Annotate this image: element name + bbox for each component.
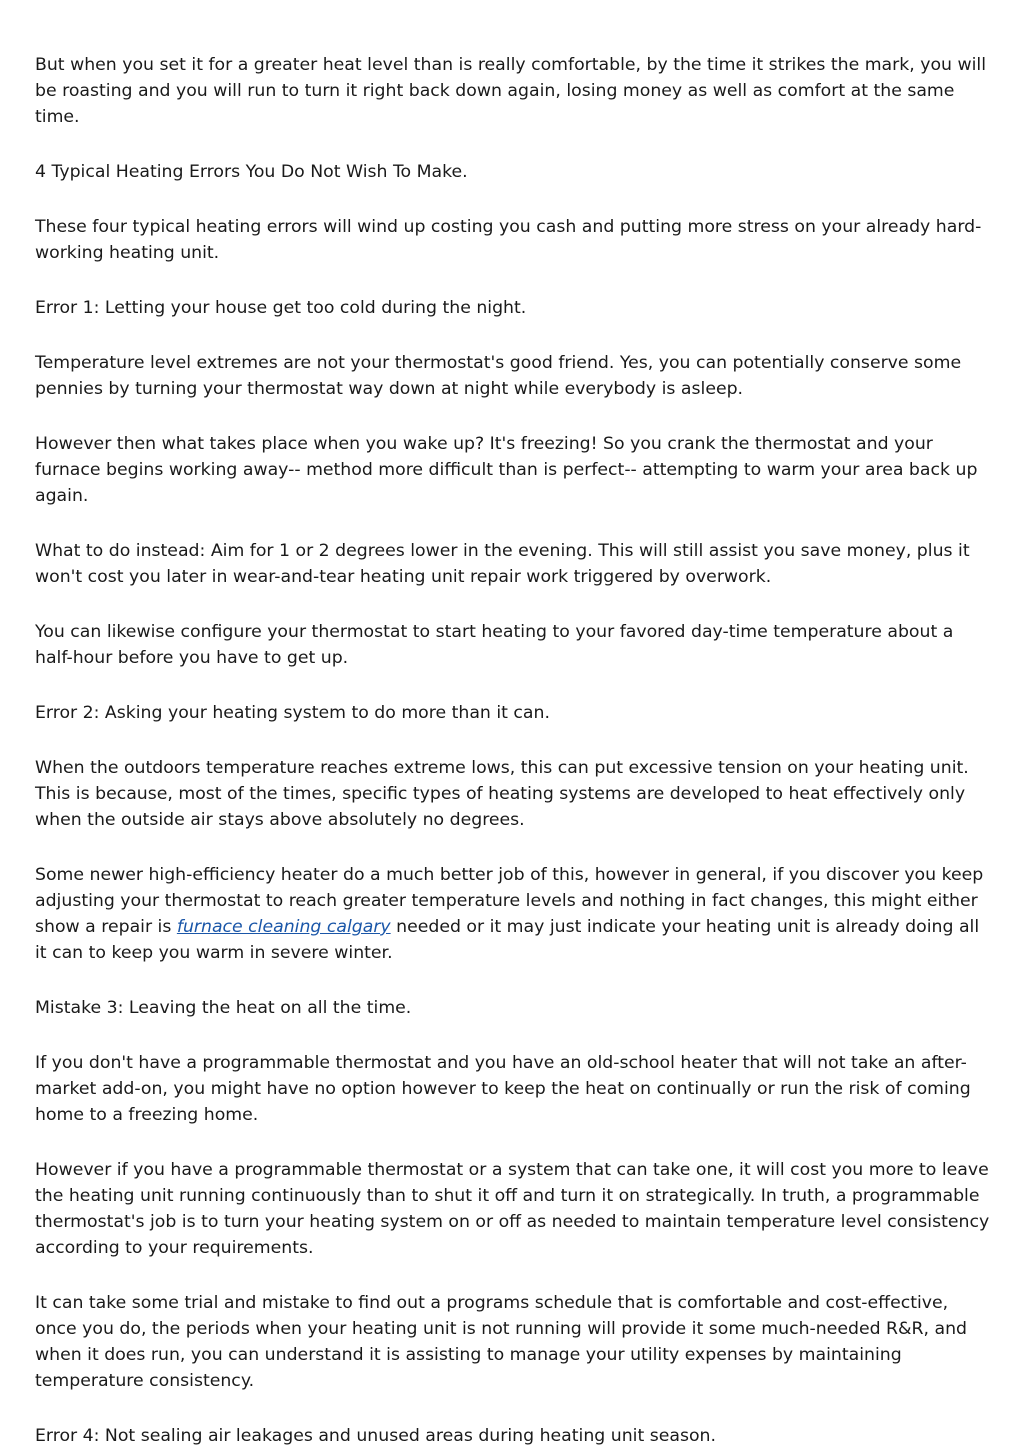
paragraph: Temperature level extremes are not your thermostat's good friend. Yes, you can potentially conserve some pennies by turning your thermostat way down at night while everybody is asleep. [35,353,962,399]
paragraph: These four typical heating errors will wind up costing you cash and putting more stress on your already hard-working heating unit. [35,217,982,263]
section-heading: 4 Typical Heating Errors You Do Not Wish To Make. [35,162,468,182]
paragraph: However then what takes place when you wake up? It's freezing! So you crank the thermostat and your furnace begins working away-- method more difficult than is perfect-- attempting to warm your area back up again. [35,434,978,506]
section-heading: Error 1: Letting your house get too cold during the night. [35,298,527,318]
section-heading: Error 2: Asking your heating system to do more than it can. [35,703,550,723]
paragraph: However if you have a programmable thermostat or a system that can take one, it will cost you more to leave the heating unit running continuously than to shut it off and turn it on strategically. In truth, a programmable thermostat's job is to turn your heating system on or off as needed to maintain temperature level consistency according to your requirements. [35,1160,990,1258]
paragraph-text-after-link: needed or it may just indicate your heating unit is already doing all it can to keep you warm in severe winter. [35,917,980,963]
paragraph: You can likewise configure your thermostat to start heating to your favored day-time temperature about a half-hour before you have to get up. [35,622,954,668]
section-heading: Error 4: Not sealing air leakages and unused areas during heating unit season. [35,1426,716,1446]
paragraph: But when you set it for a greater heat level than is really comfortable, by the time it strikes the mark, you will be roasting and you will run to turn it right back down again, losing money as well as comfort at the same time. [35,55,987,127]
paragraph: It can take some trial and mistake to find out a programs schedule that is comfortable and cost-effective, once you do, the periods when your heating unit is not running will provide it some much-needed R&R, and when it does run, you can understand it is assisting to manage your utility expenses by maintaining temperature consistency. [35,1293,968,1391]
paragraph: If you don't have a programmable thermostat and you have an old-school heater that will not take an after-market add-on, you might have no option however to keep the heat on continually or run the risk of coming home to a freezing home. [35,1053,971,1125]
paragraph-with-link [35,862,990,966]
paragraph: When the outdoors temperature reaches extreme lows, this can put excessive tension on your heating unit. This is because, most of the times, specific types of heating systems are developed to heat effectively only when the outside air stays above absolutely no degrees. [35,758,969,830]
furnace-cleaning-link[interactable]: furnace cleaning calgary [176,917,391,937]
section-heading: Mistake 3: Leaving the heat on all the time. [35,998,412,1018]
paragraph: What to do instead: Aim for 1 or 2 degrees lower in the evening. This will still assist you save money, plus it won't cost you later in wear-and-tear heating unit repair work triggered by overwork. [35,541,970,587]
paragraph-text-before-link: Some newer high-efficiency heater do a much better job of this, however in general, if you discover you keep adjusting your thermostat to reach greater temperature levels and nothing in fact changes, this might either show a repair is [35,865,984,937]
